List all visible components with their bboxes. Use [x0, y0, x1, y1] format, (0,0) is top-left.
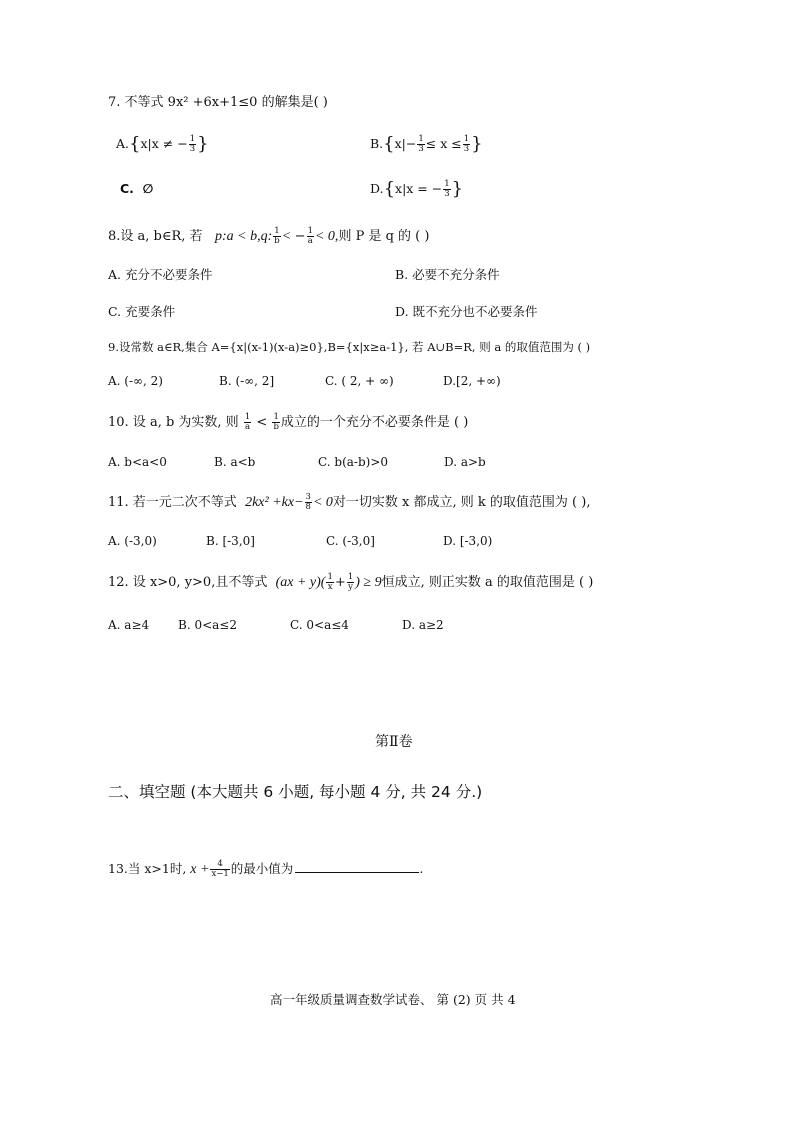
q8-lt: < — [281, 229, 295, 244]
q12-plus: + — [334, 575, 346, 590]
q7-b-fraction1: $\frac{1}{3}$ — [418, 134, 424, 154]
q11-option-c: C. (-3,0] — [326, 534, 375, 548]
q7-a-set: x|x ≠ − — [140, 136, 188, 151]
q12-fraction1: $\frac{1}{x}$ — [327, 572, 333, 592]
q7-option-d — [370, 180, 463, 199]
q12-option-a: A. a≥4 — [108, 618, 150, 632]
q9-option-d: D.[2, +∞) — [443, 374, 501, 388]
q11-option-d: D. [-3,0) — [443, 534, 493, 548]
brace-close-icon: } — [471, 133, 483, 155]
q9-option-b: B. (-∞, 2] — [219, 374, 275, 388]
q10-option-c: C. b(a-b)>0 — [318, 455, 389, 469]
q8-stem-pre: 8.设 a, b∈R, 若 — [108, 229, 203, 244]
q7-c-label: C. — [120, 181, 134, 196]
q8-option-a: A. 充分不必要条件 — [108, 267, 213, 282]
brace-close-icon: } — [451, 178, 464, 200]
q11-stem — [108, 493, 590, 512]
q10-stem — [108, 413, 468, 432]
q13-fraction: $\frac{4}{x-1}$ — [211, 859, 229, 879]
brace-open-icon: { — [383, 133, 395, 155]
q9-option-c: C. ( 2, + ∞) — [325, 374, 394, 388]
q8-option-c: C. 充要条件 — [108, 304, 176, 319]
q11-stem-pre: 11. 若一元二次不等式 — [108, 495, 237, 510]
q9-stem: 9.设常数 a∈R,集合 A={x|(x-1)(x-a)≥0},B={x|x≥a-1}, 若 A∪B=R, 则 a 的取值范围为 ( ) — [108, 340, 591, 354]
q7-c-value: ∅ — [142, 181, 154, 196]
q12-stem-pre: 12. 设 x>0, y>0,且不等式 — [108, 575, 268, 590]
q11-option-a: A. (-3,0) — [108, 534, 157, 548]
q13-stem — [108, 860, 423, 879]
q10-option-a: A. b<a<0 — [108, 455, 167, 469]
q10-stem-post: 成立的一个充分不必要条件是 ( ) — [280, 415, 469, 430]
q7-b-label: B. — [370, 136, 384, 151]
q12-option-d: D. a≥2 — [402, 618, 444, 632]
q11-expression-end: < 0 — [312, 495, 333, 510]
q13-stem-pre: 13.当 x>1时, — [108, 861, 187, 876]
q10-lt: < — [256, 415, 268, 430]
q12-option-b: B. 0<a≤2 — [178, 618, 237, 632]
q9-option-a: A. (-∞, 2) — [108, 374, 163, 388]
q12-option-c: C. 0<a≤4 — [290, 618, 349, 632]
q12-expression-end: ) ≥ 9 — [355, 575, 382, 590]
page-footer: 高一年级质量调查数学试卷、 第 (2) 页 共 4 — [270, 992, 516, 1007]
q13-answer-blank[interactable] — [295, 860, 419, 873]
q7-d-label: D. — [370, 181, 384, 196]
brace-open-icon: { — [129, 133, 141, 155]
q11-option-b: B. [-3,0] — [206, 534, 255, 548]
q10-fraction1: $\frac{1}{a}$ — [244, 412, 251, 432]
brace-open-icon: { — [383, 178, 396, 200]
q7-stem: 7. 不等式 9x² +6x+1≤0 的解集是( ) — [108, 95, 328, 110]
q7-option-b — [370, 135, 483, 154]
q7-d-fraction: $\frac{1}{3}$ — [444, 179, 450, 199]
q7-b-set1: x|− — [394, 136, 417, 151]
q12-stem-post: 恒成立, 则正实数 a 的取值范围是 ( ) — [381, 575, 594, 590]
q8-stem — [108, 227, 429, 246]
q8-minus: − — [294, 229, 306, 244]
brace-close-icon: } — [197, 133, 209, 155]
q11-stem-post: 对一切实数 x 都成立, 则 k 的取值范围为 ( ), — [332, 495, 591, 510]
q11-expression: 2kx² +kx− — [245, 495, 304, 510]
q13-stem-post: 的最小值为 — [230, 861, 294, 876]
q8-option-d: D. 既不充分也不必要条件 — [395, 304, 538, 319]
q10-option-b: B. a<b — [214, 455, 256, 469]
q8-fraction2: $\frac{1}{a}$ — [307, 226, 313, 246]
q10-stem-pre: 10. 设 a, b 为实数, 则 — [108, 415, 239, 430]
q12-fraction2: $\frac{1}{y}$ — [347, 572, 354, 592]
q12-stem — [108, 573, 593, 592]
q8-fraction1: $\frac{1}{b}$ — [274, 226, 280, 246]
q7-b-set2: ≤ x ≤ — [425, 136, 462, 151]
q8-cond-end: < 0, — [314, 229, 339, 244]
part2-title: 第Ⅱ卷 — [375, 734, 413, 750]
q8-condition: p:a < b,q: — [214, 229, 273, 244]
q13-end: . — [419, 861, 424, 876]
q7-option-c — [120, 180, 153, 198]
q12-expression: (ax + y)( — [275, 575, 326, 590]
q13-expression: x + — [190, 862, 210, 877]
q7-option-a — [116, 135, 209, 154]
q7-a-label: A. — [116, 136, 130, 151]
q8-option-b: B. 必要不充分条件 — [395, 267, 500, 282]
q10-fraction2: $\frac{1}{b}$ — [273, 412, 279, 432]
q7-d-set: x|x = − — [395, 181, 443, 196]
q7-b-fraction2: $\frac{1}{3}$ — [463, 134, 470, 154]
q10-option-d: D. a>b — [444, 455, 486, 469]
q7-a-fraction: $\frac{1}{3}$ — [189, 134, 196, 154]
section2-heading: 二、填空题 (本大题共 6 小题, 每小题 4 分, 共 24 分.) — [108, 783, 483, 801]
q8-stem-post: 则 P 是 q 的 ( ) — [338, 229, 430, 244]
q11-fraction: $\frac{3}{8}$ — [305, 492, 311, 512]
